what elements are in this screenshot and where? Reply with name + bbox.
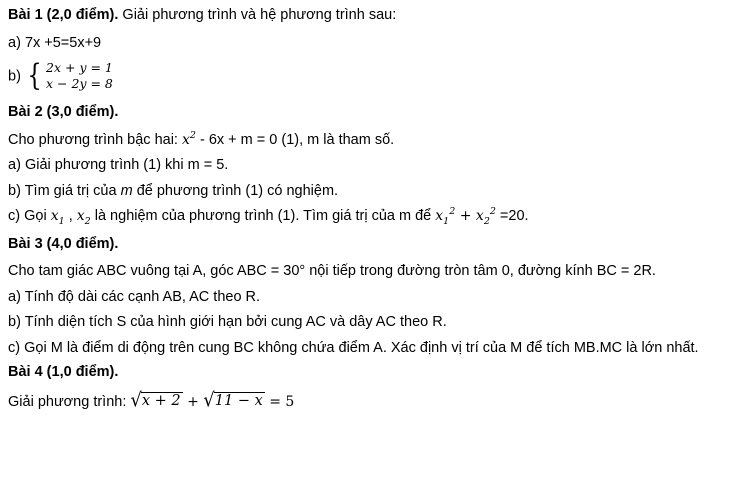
problem-1-heading-bold: Bài 1 (2,0 điểm). [8,7,119,23]
problem-1-item-a [8,36,731,51]
exponent-2b: 2 [449,206,456,218]
problem-2-intro [8,129,731,148]
problem-3-intro [8,264,731,279]
radical-icon-2: √ [203,388,215,412]
variable-x2: x [76,208,85,225]
problem-1-item-b-label: b) [8,68,21,85]
problem-2-heading-bold: Bài 2 (3,0 điểm). [8,104,119,121]
problem-2-item-b-text-pre: Tìm giá trị của [24,182,121,199]
problem-3-item-a [8,290,731,305]
left-brace-icon: { [27,57,42,93]
plus-operator: + [455,208,476,225]
problem-3-item-b-text: Tính diện tích S của hình giới hạn bởi cung AC và dây AC theo R. [24,314,447,331]
problem-2-item-a [8,158,731,173]
problem-1-item-a-label: a) [8,34,21,51]
square-root-1 [130,388,182,412]
problem-2-item-c-mid2: là nghiệm của phương trình (1). Tìm giá trị của m để [90,208,436,225]
variable-x1: x [50,208,59,225]
problem-2-intro-post: - 6x + m = 0 (1), m là tham số. [195,131,395,148]
exponent-2: 2 [189,129,196,141]
problem-3-heading-bold: Bài 3 (4,0 điểm). [8,235,119,252]
radicand-2: 11 − x [214,392,263,409]
problem-2-item-b-variable: m [120,182,133,199]
problem-2-item-c-end: =20. [495,208,529,225]
subscript-2: 2 [84,216,91,228]
problem-4-plus: + [182,393,204,410]
subscript-1: 1 [58,216,65,228]
problem-2-item-a-text: Giải phương trình (1) khi m = 5. [24,157,229,174]
problem-2-item-c [8,206,731,228]
problem-4-equation [8,388,731,412]
problem-3-item-a-text: Tính độ dài các cạnh AB, AC theo R. [24,288,261,305]
problem-2-item-c-mid1: , [64,208,77,225]
expression-x2-squared: x [475,208,484,225]
equation-line-1: 2x + y = 1 [46,60,113,75]
problem-2-item-b [8,184,731,199]
problem-2-heading [8,105,731,120]
problem-2-intro-pre: Cho phương trình bậc hai: [8,131,182,148]
problem-3-item-c-text: Gọi M là điểm di động trên cung BC không chứa điểm A. Xác định vị trí của M để tích MB.MC là lớn nhất. [24,339,699,356]
radicand-1: x + 2 [141,392,181,409]
subscript-2b: 2 [483,216,490,228]
square-root-2 [203,388,264,412]
problem-2-item-c-label: c) [8,208,21,225]
problem-2-item-b-label: b) [8,182,21,199]
problem-1-item-b [8,57,731,93]
equation-line-2: x − 2y = 8 [46,75,113,91]
problem-2-item-c-pre: Gọi [24,208,51,225]
expression-x1-squared: x [435,208,444,225]
problem-4-prefix: Giải phương trình: [8,393,131,410]
problem-1-item-a-text: 7x +5=5x+9 [24,34,102,51]
problem-3-intro-text: Cho tam giác ABC vuông tại A, góc ABC = 30° nội tiếp trong đường tròn tâm 0, đường kính BC = 2R. [8,263,656,280]
problem-3-item-b [8,315,731,330]
problem-3-item-c-label: c) [8,339,21,356]
problem-4-heading-bold: Bài 4 (1,0 điểm). [8,364,119,381]
equation-system [25,57,113,93]
problem-2-item-a-label: a) [8,157,21,174]
problem-3-item-c [8,341,731,356]
problem-3-heading [8,237,731,252]
variable-x: x [182,131,190,148]
problem-3-item-b-label: b) [8,314,21,331]
problem-4-heading [8,365,731,380]
radical-icon: √ [130,388,142,412]
problem-1-heading-rest: Giải phương trình và hệ phương trình sau: [118,7,397,23]
subscript-1b: 1 [443,216,450,228]
problem-1-heading [8,8,731,23]
problem-4-equals: = 5 [264,393,295,410]
exponent-2c: 2 [489,206,496,218]
problem-3-item-a-label: a) [8,288,21,305]
problem-2-item-b-text-post: để phương trình (1) có nghiệm. [132,182,339,199]
